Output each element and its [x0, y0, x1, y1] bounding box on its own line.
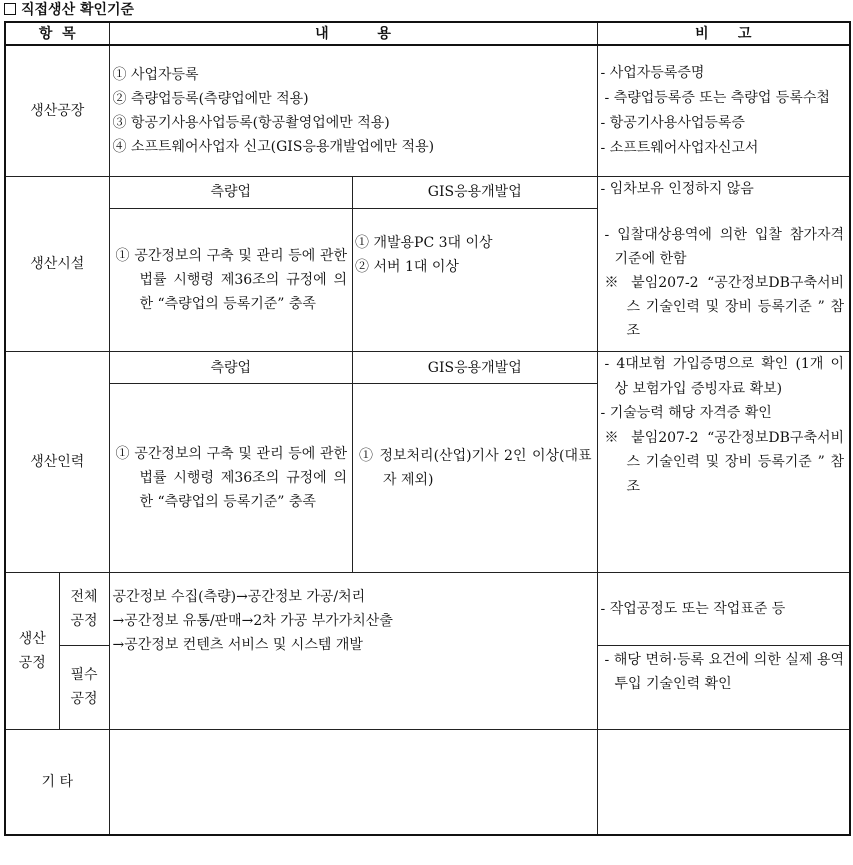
header-item: 항 목	[5, 22, 109, 45]
label-etc: 기 타	[5, 729, 109, 835]
checkbox-square-icon	[4, 3, 16, 15]
label-process-all	[59, 572, 109, 645]
content-line: ② 측량업등록(측량업에만 적용)	[112, 90, 309, 107]
remark-facility	[597, 176, 850, 352]
row-etc	[5, 729, 850, 835]
remark-line: - 4대보험 가입증명으로 확인 (1개 이상 보험가입 증빙자료 확보)	[604, 356, 845, 397]
criteria-table	[4, 21, 851, 836]
remark-line: - 해당 면허·등록 요건에 의한 실제 용역투입 기술인력 확인	[604, 651, 845, 692]
row-process-all	[5, 572, 850, 645]
header-row	[5, 22, 850, 45]
content-line: 공간정보 수집(측량)→공간정보 가공/처리	[112, 588, 366, 605]
remark-manpower	[597, 352, 850, 573]
remark-etc	[597, 729, 850, 835]
remark-line: - 입찰대상용역에 의한 입찰 참가자격 기준에 한함	[604, 226, 845, 267]
section-title	[4, 2, 134, 18]
content-line: →공간정보 유통/판매→2차 가공 부가가치산출	[112, 612, 393, 629]
row-manpower	[5, 352, 850, 573]
remark-line: - 측량업등록증 또는 측량업 등록수첩	[604, 89, 830, 106]
remark-line: - 임차보유 인정하지 않음	[600, 180, 754, 197]
subheader-gis: GIS응용개발업	[353, 177, 597, 209]
content-facility	[109, 176, 597, 352]
label-factory: 생산공장	[5, 45, 109, 176]
remark-process-required	[597, 645, 850, 729]
remark-factory	[597, 45, 850, 176]
process-required-text: 필수 공정	[70, 667, 98, 707]
subheader-survey: 측량업	[110, 177, 353, 209]
process-all-text: 전체 공정	[70, 588, 98, 629]
remark-line: - 사업자등록증명	[600, 64, 705, 81]
header-remark: 비 고	[597, 22, 850, 45]
label-process	[5, 572, 59, 729]
content-line: ① 사업자등록	[112, 66, 199, 83]
title-text: 직접생산 확인기준	[21, 2, 135, 18]
content-line: ④ 소프트웨어사업자 신고(GIS응용개발업에만 적용)	[112, 138, 435, 155]
label-process-required	[59, 645, 109, 729]
manpower-survey-text: ① 공간정보의 구축 및 관리 등에 관한 법률 시행령 제36조의 규정에 의한 “측량업의 등록기준” 충족	[110, 384, 353, 572]
remark-line: ※ 붙임207-2 “공간정보DB구축서비스 기술인력 및 장비 등록기준 ” 참조	[604, 429, 845, 495]
label-manpower: 생산인력	[5, 352, 109, 573]
manpower-gis-text: ① 정보처리(산업)기사 2인 이상(대표자 제외)	[359, 447, 592, 488]
content-line: ② 서버 1대 이상	[355, 258, 459, 275]
remark-process-all: - 작업공정도 또는 작업표준 등	[597, 572, 850, 645]
content-manpower	[109, 352, 597, 573]
row-factory	[5, 45, 850, 176]
content-line: →공간정보 컨텐츠 서비스 및 시스템 개발	[112, 636, 363, 653]
process-label-text: 생산 공정	[18, 630, 46, 671]
remark-line: ※ 붙임207-2 “공간정보DB구축서비스 기술인력 및 장비 등록기준 ” 참조	[604, 274, 845, 339]
remark-line: - 소프트웨어사업자신고서	[600, 139, 759, 156]
remark-line: - 항공기사용사업등록증	[600, 114, 745, 131]
facility-gis-text	[353, 208, 597, 351]
subheader-gis: GIS응용개발업	[353, 352, 597, 384]
remark-line: - 기술능력 해당 자격증 확인	[600, 405, 772, 421]
content-process	[109, 572, 597, 729]
facility-survey-text: ① 공간정보의 구축 및 관리 등에 관한 법률 시행령 제36조의 규정에 의한 “측량업의 등록기준” 충족	[110, 208, 353, 351]
row-facility	[5, 176, 850, 352]
subheader-survey: 측량업	[110, 352, 353, 384]
content-line: ③ 항공기사용사업등록(항공촬영업에만 적용)	[112, 114, 390, 131]
header-content: 내 용	[109, 22, 597, 45]
content-line: ① 개발용PC 3대 이상	[355, 234, 493, 251]
content-etc	[109, 729, 597, 835]
content-factory	[109, 45, 597, 176]
label-facility: 생산시설	[5, 176, 109, 352]
